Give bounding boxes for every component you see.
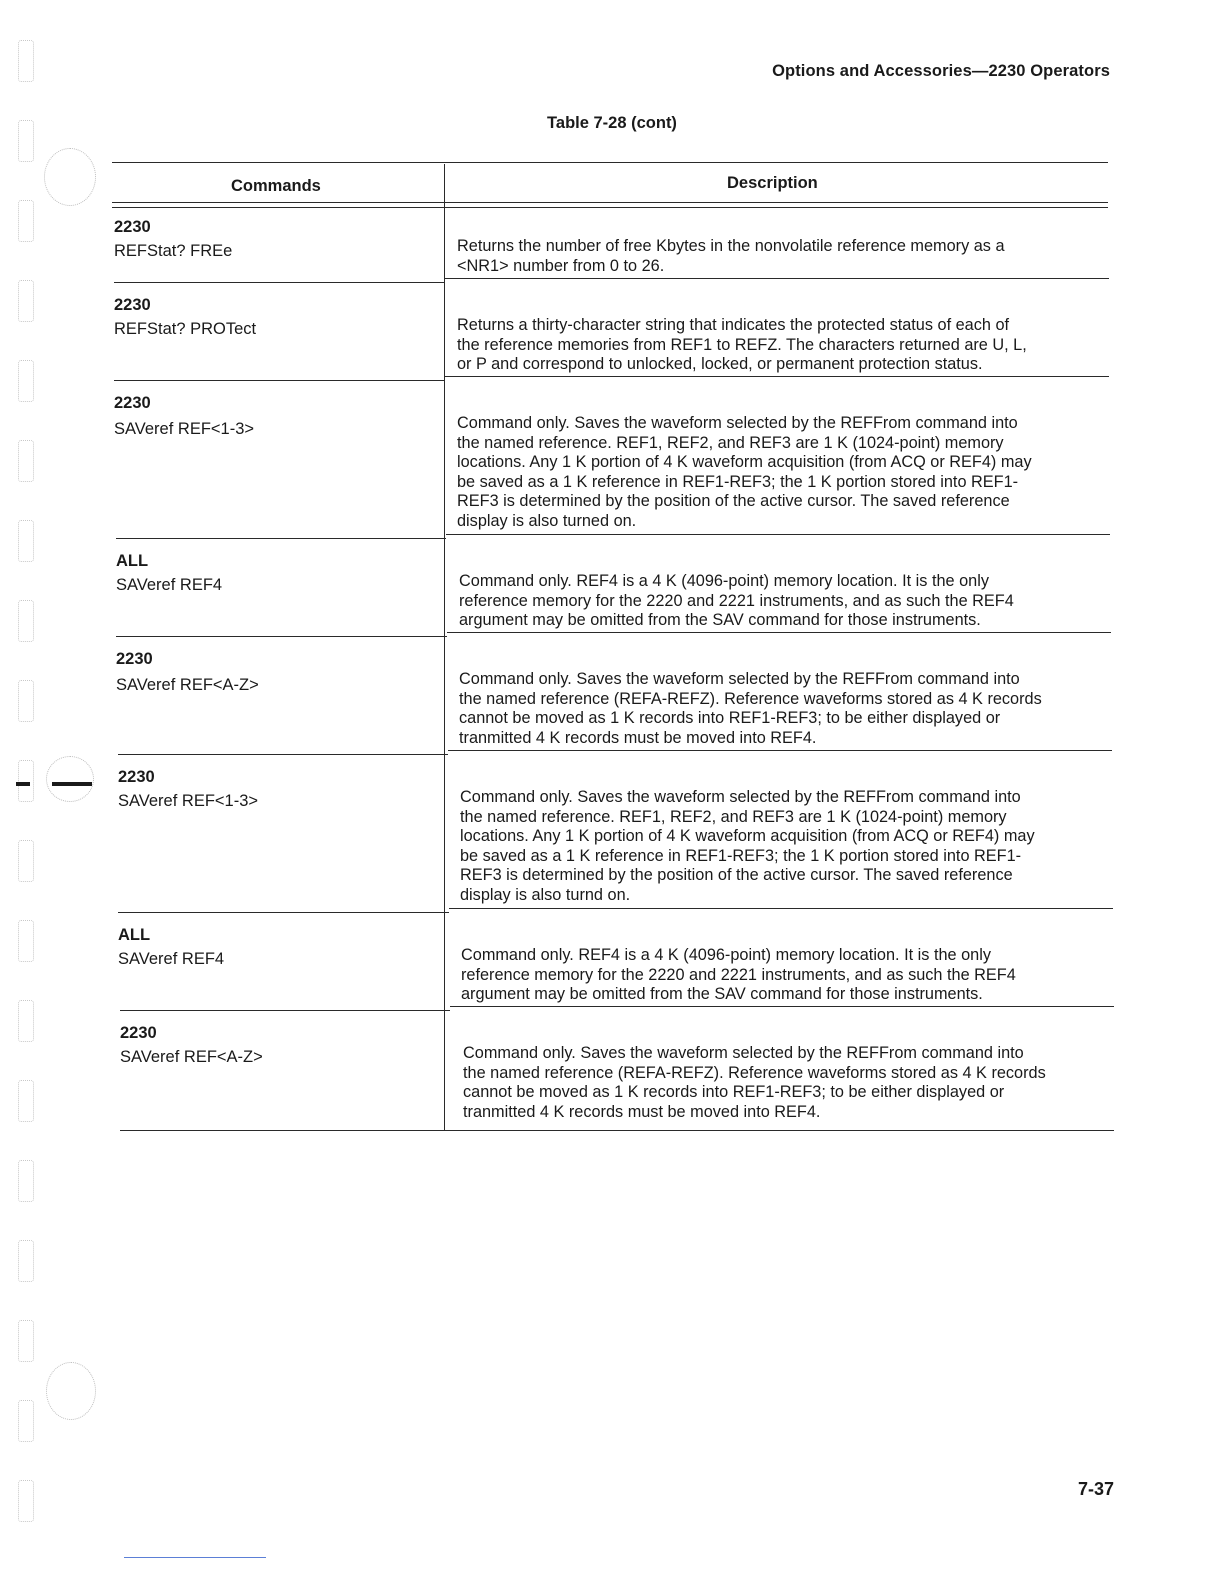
table-row-description: Returns a thirty-character string that indicates the protected status of each of the reference memories from REF1 to REFZ. The characters returned are U, L, or P and correspond to unlocked, locked, or permanent protection status. [457,316,1027,374]
footer-link-underline [124,1557,266,1558]
table-title: Table 7-28 (cont) [547,114,677,132]
table-top-rule [112,162,1108,163]
row-divider-left [116,538,446,539]
punch-hole-top [44,148,96,206]
row-divider-right [448,750,1112,751]
table-row-description: Command only. Saves the waveform selected by the REFFrom command into the named reference. REF1, REF2, and REF3 are 1 K (1024-point) memory locations. Any 1 K portion of 4 K waveform acquisition (from ACQ or REF4) may be saved as a 1 K reference in REF1-REF3; the 1 K portion stored into REF1- REF3 is determined by the position of the active cursor. The saved reference display is also turned on. [457,414,1032,530]
row-divider-left [118,912,449,913]
row-divider-left [116,636,447,637]
table-row-applies: 2230 [114,218,151,236]
row-divider-right [445,376,1109,377]
column-header-commands: Commands [231,177,321,195]
table-row-command: SAVeref REF<A-Z> [116,676,259,694]
table-row-applies: 2230 [118,768,155,786]
punch-hole-bottom [46,1362,96,1420]
row-divider-left [114,380,445,381]
table-row-command: SAVeref REF<1-3> [118,792,259,810]
row-divider-right [447,632,1111,633]
row-divider-right [449,908,1113,909]
header-bottom-rule [112,202,1108,203]
row-divider-left [118,754,448,755]
table-row-applies: ALL [116,552,149,570]
table-row-description: Command only. Saves the waveform selected by the REFFrom command into the named reference. REF1, REF2, and REF3 are 1 K (1024-point) memory locations. Any 1 K portion of 4 K waveform acquisition (from ACQ or REF4) may be saved as a 1 K reference in REF1-REF3; the 1 K portion stored into REF1- REF3 is determined by the position of the active cursor. The saved reference display is also turnd on. [460,788,1035,904]
table-row-applies: ALL [118,926,151,944]
table-row-command: SAVeref REF<A-Z> [120,1048,263,1066]
column-header-description: Description [727,174,818,192]
binder-margin [14,30,40,1550]
row-divider-left [114,282,444,283]
table-row-command: SAVeref REF4 [118,950,225,968]
row-divider-right [446,534,1110,535]
table-row-description: Returns the number of free Kbytes in the nonvolatile reference memory as a <NR1> number from 0 to 26. [457,237,1005,275]
table-row-command: SAVeref REF<1-3> [114,420,255,438]
binder-tab-mark [16,782,88,790]
row-divider-right [445,278,1109,279]
table-row-command: REFStat? FREe [114,242,233,260]
table-row-command: SAVeref REF4 [116,576,223,594]
table-row-description: Command only. REF4 is a 4 K (4096-point) memory location. It is the only reference memory for the 2220 and 2221 instruments, and as such the REF4 argument may be omitted from the SAV command for those instruments. [459,572,1014,630]
table-row-applies: 2230 [120,1024,157,1042]
table-row-applies: 2230 [114,296,151,314]
running-head: Options and Accessories—2230 Operators [772,62,1110,80]
table-row-description: Command only. Saves the waveform selected by the REFFrom command into the named reference (REFA-REFZ). Reference waveforms stored as 4 K records cannot be moved as 1 K records into REF1-REF3; to be either displayed or tranmitted 4 K records must be moved into REF4. [463,1044,1046,1121]
column-divider [444,164,445,1130]
table-row-description: Command only. REF4 is a 4 K (4096-point) memory location. It is the only reference memory for the 2220 and 2221 instruments, and as such the REF4 argument may be omitted from the SAV command for those instruments. [461,946,1016,1004]
table-row-applies: 2230 [114,394,151,412]
row-divider-left [120,1010,450,1011]
page-number: 7-37 [1077,1479,1114,1499]
table-bottom-rule [120,1130,1114,1131]
header-bottom-rule-double [112,207,1108,208]
row-divider-right [450,1006,1114,1007]
table-row-description: Command only. Saves the waveform selected by the REFFrom command into the named reference (REFA-REFZ). Reference waveforms stored as 4 K records cannot be moved as 1 K records into REF1-REF3; to be either displayed or tranmitted 4 K records must be moved into REF4. [459,670,1042,747]
table-row-command: REFStat? PROTect [114,320,257,338]
punch-hole-middle [46,756,94,802]
table-row-applies: 2230 [116,650,153,668]
